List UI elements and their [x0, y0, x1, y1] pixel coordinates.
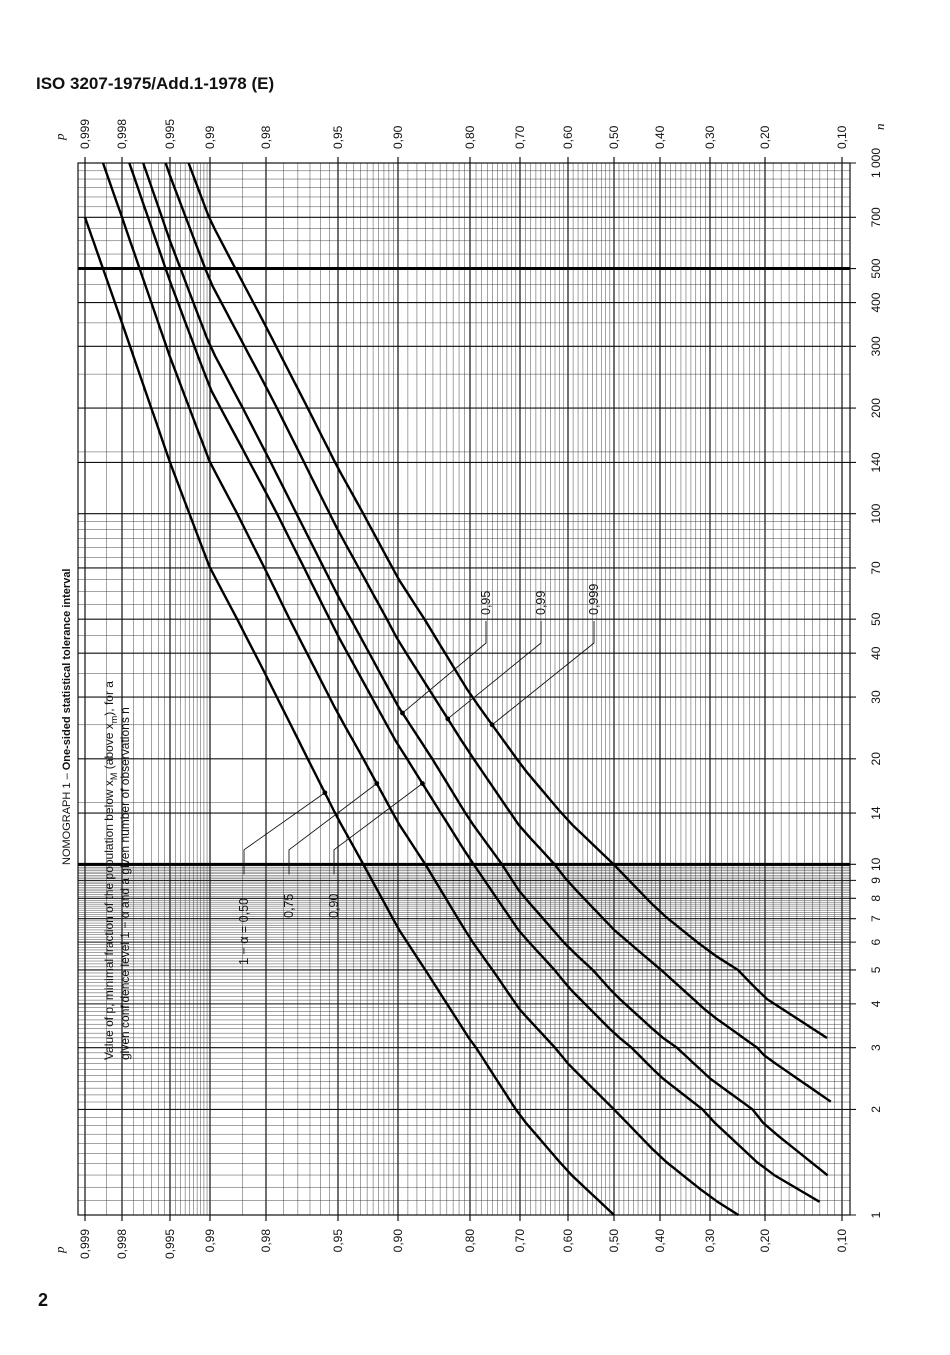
p-tick-label-bottom: 0,50 — [607, 1229, 621, 1253]
n-tick-label: 7 — [869, 915, 883, 922]
n-axis-symbol: n — [872, 123, 887, 130]
p-tick-label-bottom: 0,30 — [703, 1229, 717, 1253]
p-tick-label-top: 0,999 — [78, 118, 92, 149]
chart-description-line2: given confidence level 1 − α and a given number of observations n — [118, 707, 132, 1060]
curve-label-2: 0,75 — [282, 893, 296, 918]
n-tick-label: 100 — [869, 503, 883, 524]
chart-description-line1: Value of p, minimal fraction of the population below $x_M$ (above $x_m$), for a — [102, 681, 119, 1060]
leader-dot-4 — [400, 711, 405, 716]
plot-frame — [78, 163, 850, 1215]
n-tick-label: 50 — [869, 612, 883, 626]
p-axis-symbol-bottom: p — [52, 1246, 67, 1253]
leader-dot-3 — [420, 781, 425, 786]
p-tick-label-bottom: 0,98 — [259, 1229, 273, 1253]
n-tick-label: 6 — [869, 938, 883, 946]
leader-line-6 — [492, 621, 594, 725]
p-tick-label-bottom: 0,20 — [758, 1229, 772, 1253]
n-tick-label: 20 — [869, 752, 883, 766]
n-tick-label: 300 — [869, 336, 883, 357]
n-tick-label: 5 — [869, 966, 883, 974]
curve-label-5: 0,99 — [534, 590, 548, 615]
n-tick-label: 700 — [869, 207, 883, 228]
curve-2 — [103, 163, 738, 1215]
p-tick-label-bottom: 0,95 — [331, 1229, 345, 1253]
n-tick-label: 3 — [869, 1044, 883, 1052]
chart-curves — [85, 163, 831, 1215]
p-tick-label-bottom: 0,999 — [78, 1229, 92, 1260]
p-tick-label-top: 0,80 — [463, 125, 477, 149]
p-tick-label-top: 0,995 — [163, 118, 177, 149]
n-tick-label: 30 — [869, 690, 883, 704]
p-tick-label-bottom: 0,40 — [653, 1229, 667, 1253]
p-tick-label-bottom: 0,99 — [203, 1229, 217, 1253]
n-tick-label: 140 — [869, 452, 883, 473]
document-header: ISO 3207-1975/Add.1-1978 (E) — [36, 74, 275, 93]
p-tick-label-top: 0,60 — [561, 125, 575, 149]
leader-line-2 — [289, 784, 377, 875]
chart-title — [61, 569, 73, 866]
n-tick-label: 2 — [869, 1106, 883, 1113]
p-tick-label-top: 0,99 — [203, 125, 217, 149]
n-tick-label: 70 — [869, 561, 883, 575]
n-tick-label: 400 — [869, 292, 883, 313]
p-tick-label-bottom: 0,90 — [391, 1229, 405, 1253]
leader-dot-1 — [322, 790, 327, 795]
p-tick-label-bottom: 0,80 — [463, 1229, 477, 1253]
p-tick-label-top: 0,95 — [331, 125, 345, 149]
n-tick-label: 10 — [869, 857, 883, 872]
leader-dot-2 — [374, 781, 379, 786]
p-tick-label-bottom: 0,995 — [163, 1229, 177, 1260]
leader-dot-5 — [445, 716, 450, 721]
n-tick-label: 500 — [869, 258, 883, 279]
p-tick-label-top: 0,10 — [835, 125, 849, 149]
p-tick-label-bottom: 0,998 — [115, 1229, 129, 1260]
p-tick-label-bottom: 0,60 — [561, 1229, 575, 1253]
p-tick-label-top: 0,998 — [115, 118, 129, 149]
n-tick-label: 14 — [869, 806, 883, 820]
chart-title-prefix: NOMOGRAPH 1 – — [61, 770, 73, 865]
curve-label-4: 0,95 — [479, 590, 493, 615]
leader-dot-6 — [490, 722, 495, 727]
n-tick-label: 4 — [869, 1000, 883, 1008]
n-tick-label: 40 — [869, 646, 883, 660]
curve-label-3: 0,90 — [327, 893, 341, 918]
p-tick-label-bottom: 0,10 — [835, 1229, 849, 1253]
chart-leaders — [237, 584, 601, 965]
leader-line-1 — [244, 793, 325, 875]
p-tick-label-top: 0,90 — [391, 125, 405, 149]
p-axis-symbol-top: p — [52, 133, 67, 140]
curve-label-6: 0,999 — [587, 583, 601, 615]
n-tick-label: 1 000 — [869, 147, 883, 179]
p-tick-label-top: 0,40 — [653, 125, 667, 149]
n-tick-label: 1 — [869, 1211, 883, 1219]
n-tick-label: 200 — [869, 398, 883, 419]
leader-line-3 — [334, 784, 422, 875]
n-tick-label: 8 — [869, 894, 883, 902]
n-tick-label: 9 — [869, 877, 883, 884]
curve-label-1: 1 − α = 0,50 — [237, 898, 251, 965]
p-tick-label-bottom: 0,70 — [513, 1229, 527, 1253]
p-tick-label-top: 0,70 — [513, 125, 527, 149]
p-tick-label-top: 0,20 — [758, 125, 772, 149]
page-number: 2 — [38, 1290, 49, 1310]
leader-line-5 — [448, 621, 541, 719]
p-tick-label-top: 0,30 — [703, 125, 717, 149]
chart-title-bold: One-sided statistical tolerance interval — [61, 568, 73, 771]
p-tick-label-top: 0,50 — [607, 125, 621, 149]
p-tick-label-top: 0,98 — [259, 125, 273, 149]
